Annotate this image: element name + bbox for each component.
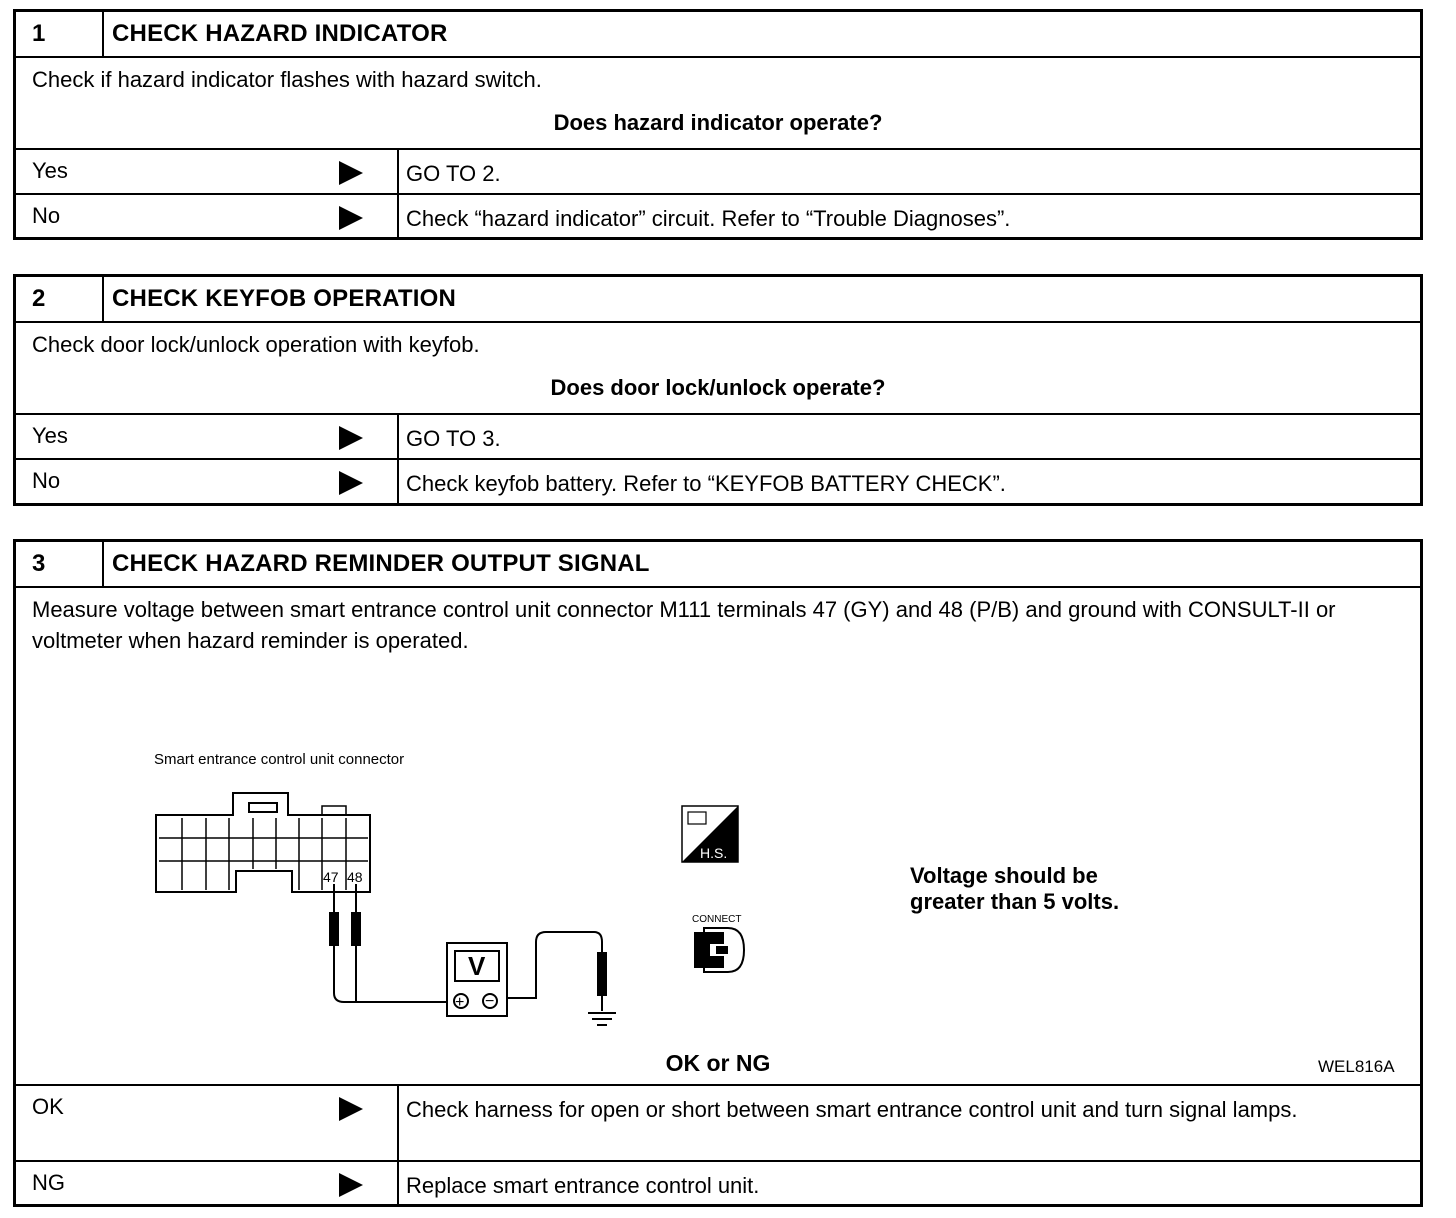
arrow-icon xyxy=(339,471,363,495)
step-2-number: 2 xyxy=(16,277,104,321)
arrow-icon xyxy=(339,1097,363,1121)
answer-result: Check “hazard indicator” circuit. Refer to “Trouble Diagnoses”. xyxy=(406,206,1011,231)
step-1-answer-yes xyxy=(16,150,1420,195)
answer-label: No xyxy=(32,203,61,228)
step-1-number: 1 xyxy=(16,12,104,56)
spec-line-2: greater than 5 volts. xyxy=(910,889,1120,914)
connect-label: CONNECT xyxy=(692,914,742,925)
step-1-instruction: Check if hazard indicator flashes with hazard switch. xyxy=(32,67,542,92)
arrow-icon xyxy=(339,161,363,185)
hazard-switch-label: H.S. xyxy=(700,845,728,861)
answer-label: NG xyxy=(32,1170,65,1195)
arrow-icon xyxy=(339,206,363,230)
answer-label: OK xyxy=(32,1094,64,1119)
step-3-answer-ng xyxy=(16,1162,1420,1207)
step-3-instruction: Measure voltage between smart entrance control unit connector M111 terminals 47 (GY) and 48 (P/B) and ground with CONSULT-II or voltmeter when hazard reminder is operated. xyxy=(32,597,1336,653)
arrow-icon xyxy=(339,1173,363,1197)
answer-result: GO TO 2. xyxy=(406,161,501,186)
step-3-question: OK or NG xyxy=(665,1050,771,1076)
step-1-box xyxy=(13,9,1423,240)
voltmeter-symbol: V xyxy=(468,951,486,981)
step-1-answer-no xyxy=(16,195,1420,240)
terminal-47-label: 47 xyxy=(323,869,339,885)
answer-result: Replace smart entrance control unit. xyxy=(406,1173,760,1198)
step-3-title: CHECK HAZARD REMINDER OUTPUT SIGNAL xyxy=(112,550,650,577)
step-1-question: Does hazard indicator operate? xyxy=(553,110,883,135)
step-2-header xyxy=(16,277,1420,323)
step-2-answer-no xyxy=(16,460,1420,505)
step-2-answer-yes xyxy=(16,415,1420,460)
step-3-header xyxy=(16,542,1420,588)
plus-symbol: + xyxy=(455,994,465,1011)
connect-icon xyxy=(694,928,744,972)
arrow-icon xyxy=(339,426,363,450)
figure-id: WEL816A xyxy=(1318,1057,1395,1076)
step-1-header xyxy=(16,12,1420,58)
step-2-question: Does door lock/unlock operate? xyxy=(550,375,886,400)
step-2-instruction: Check door lock/unlock operation with keyfob. xyxy=(32,332,480,357)
connector-diagram xyxy=(16,688,1420,1088)
step-3-box xyxy=(13,539,1423,1207)
step-3-answer-ok xyxy=(16,1086,1420,1162)
answer-result: GO TO 3. xyxy=(406,426,501,451)
step-1-title: CHECK HAZARD INDICATOR xyxy=(112,20,448,47)
minus-symbol: − xyxy=(485,993,495,1010)
answer-label: No xyxy=(32,468,61,493)
step-2-box xyxy=(13,274,1423,506)
answer-label: Yes xyxy=(32,423,68,448)
answer-label: Yes xyxy=(32,158,68,183)
terminal-48-label: 48 xyxy=(347,869,363,885)
answer-result: Check harness for open or short between smart entrance control unit and turn signal lamps. xyxy=(406,1097,1298,1122)
step-1-body xyxy=(16,58,1420,150)
step-3-number: 3 xyxy=(16,542,104,586)
spec-line-1: Voltage should be xyxy=(910,863,1098,888)
step-2-title: CHECK KEYFOB OPERATION xyxy=(112,285,456,312)
step-2-body xyxy=(16,323,1420,415)
connector-label: Smart entrance control unit connector xyxy=(154,751,405,768)
step-3-body xyxy=(16,588,1420,1086)
answer-result: Check keyfob battery. Refer to “KEYFOB BATTERY CHECK”. xyxy=(406,471,1006,496)
hazard-switch-icon xyxy=(682,806,738,862)
